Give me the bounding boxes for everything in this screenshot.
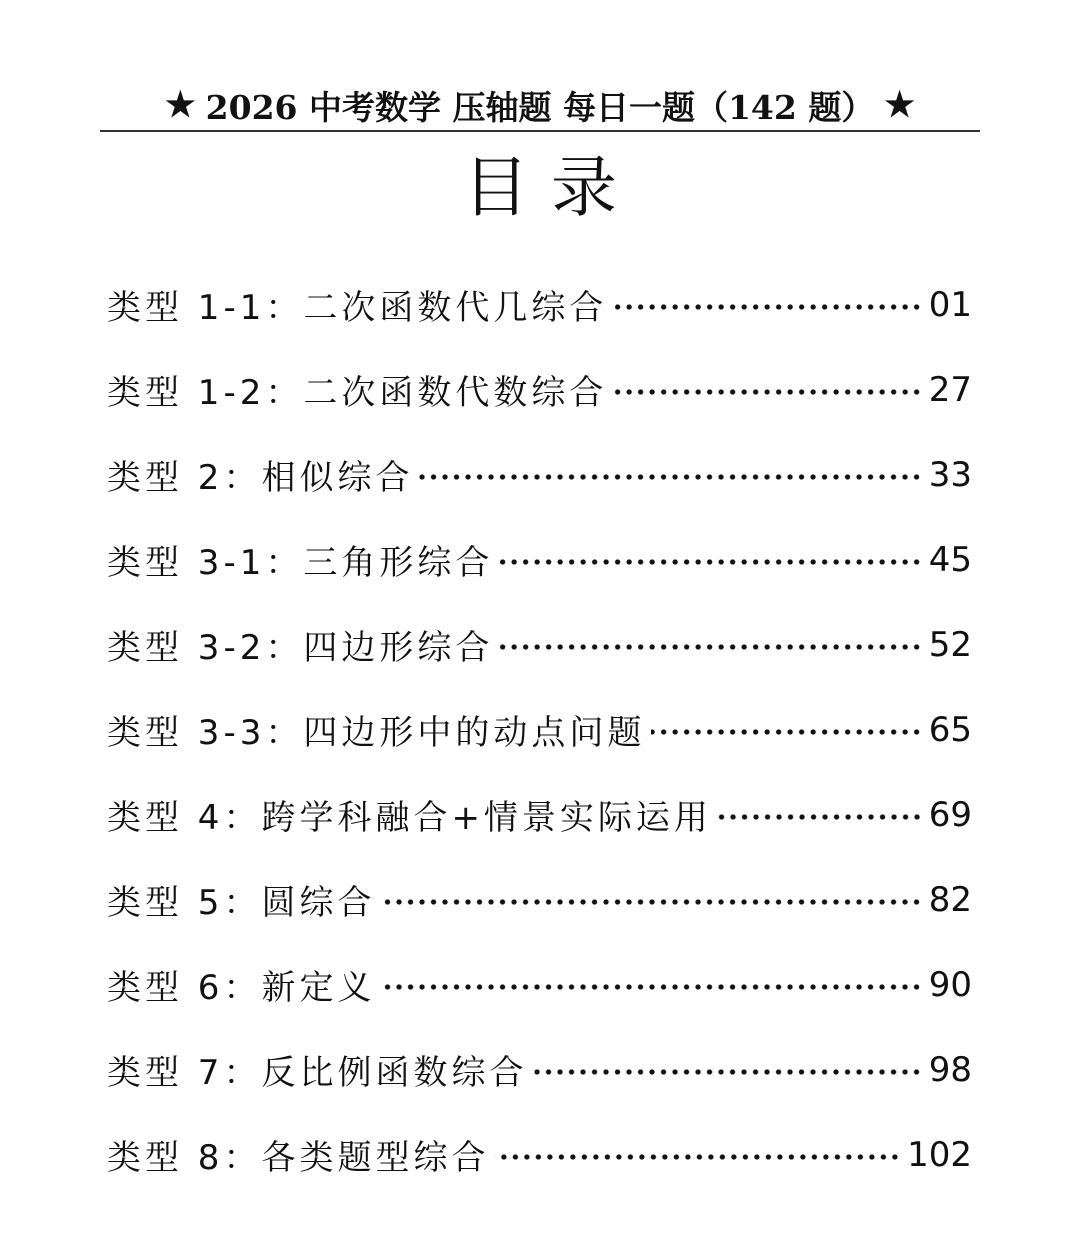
toc-entry-label: 类型 6：新定义 — [107, 968, 376, 1008]
document-header — [100, 80, 980, 130]
dot-leader — [718, 814, 923, 820]
toc-entry[interactable] — [107, 432, 972, 517]
toc-entry-page: 45 — [928, 539, 972, 580]
toc-title: 目录 — [463, 149, 639, 226]
toc-entry-page: 33 — [928, 454, 972, 495]
toc-entry-page: 90 — [928, 964, 972, 1005]
toc-entry-page: 82 — [928, 879, 972, 920]
toc-entry-label: 类型 2：相似综合 — [107, 458, 414, 498]
toc-entry[interactable] — [107, 347, 972, 432]
toc-entry-page: 65 — [928, 709, 972, 750]
star-icon-right: ★ — [884, 85, 915, 125]
header-title: 2026 中考数学 压轴题 每日一题（142 题） — [205, 87, 875, 127]
toc-entry[interactable] — [107, 942, 972, 1027]
header-divider — [100, 130, 980, 132]
toc-entry-page: 69 — [928, 794, 972, 835]
dot-leader — [613, 304, 922, 310]
toc-entry-page: 98 — [928, 1049, 972, 1090]
toc-entry[interactable] — [107, 1112, 972, 1197]
toc-entry[interactable] — [107, 1027, 972, 1112]
dot-leader — [499, 644, 922, 650]
toc-entry[interactable] — [107, 772, 972, 857]
toc-entry[interactable] — [107, 602, 972, 687]
dot-leader — [499, 559, 922, 565]
toc-entry-label: 类型 3-3：四边形中的动点问题 — [107, 713, 646, 753]
toc-entry-label: 类型 3-2：四边形综合 — [107, 628, 494, 668]
toc-entry-label: 类型 3-1：三角形综合 — [107, 543, 494, 583]
toc-entry[interactable] — [107, 262, 972, 347]
dot-leader — [613, 389, 922, 395]
dot-leader — [651, 729, 922, 735]
dot-leader — [495, 1154, 901, 1160]
toc-entry-label: 类型 1-2：二次函数代数综合 — [107, 373, 608, 413]
toc-entry[interactable] — [107, 687, 972, 772]
dot-leader — [381, 984, 922, 990]
toc-entry-page: 52 — [928, 624, 972, 665]
toc-entry-page: 01 — [928, 284, 972, 325]
dot-leader — [533, 1069, 922, 1075]
toc-entry-label: 类型 5：圆综合 — [107, 883, 376, 923]
toc-entry-page: 102 — [907, 1134, 972, 1175]
toc-entry-page: 27 — [928, 369, 972, 410]
star-icon-left: ★ — [165, 85, 196, 125]
toc-entry-label: 类型 7：反比例函数综合 — [107, 1053, 528, 1093]
toc-entry-label: 类型 8：各类题型综合 — [107, 1138, 490, 1178]
table-of-contents — [107, 262, 972, 1197]
toc-entry[interactable] — [107, 857, 972, 942]
toc-entry[interactable] — [107, 517, 972, 602]
toc-entry-label: 类型 1-1：二次函数代几综合 — [107, 288, 608, 328]
dot-leader — [419, 474, 922, 480]
toc-entry-label: 类型 4：跨学科融合+情景实际运用 — [107, 798, 712, 838]
dot-leader — [381, 899, 922, 905]
